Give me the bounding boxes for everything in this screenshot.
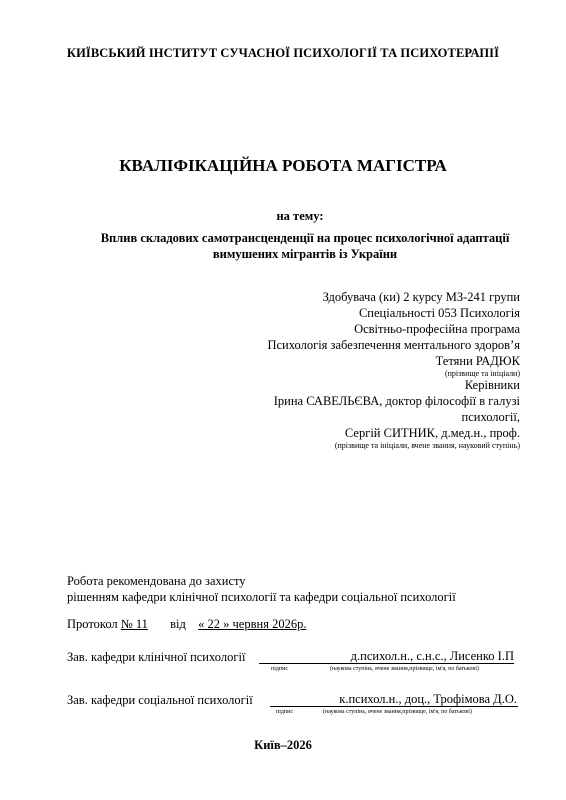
protocol-line [67, 617, 306, 632]
head-clinical-label: Зав. кафедри клінічної психології [67, 650, 246, 664]
topic-line-2: вимушених мігрантів із України [212, 247, 398, 261]
topic-line-1: Вплив складових самотрансценденції на процес психологічної адаптації [100, 231, 510, 245]
topic-label: на тему: [276, 209, 324, 223]
protocol-label: Протокол [67, 617, 118, 631]
author-specialty: Спеціальності 053 Психологія [358, 306, 520, 320]
city-year: Київ–2026 [254, 738, 312, 752]
head-clinical-value: д.психол.н., с.н.с., Лисенко І.П [350, 649, 514, 663]
topic-title [0, 230, 566, 262]
supervisor-1-line-1: Ірина САВЕЛЬЄВА, доктор філософії в галузі [273, 394, 520, 408]
head-clinical-sign-caption: підпис [271, 666, 289, 672]
head-clinical-name-caption: (наукова ступінь, вчене звання,прізвище, ім'я, по батькові) [330, 666, 479, 672]
head-social-name-caption: (наукова ступінь, вчене звання,прізвище, ім'я, по батькові) [323, 709, 472, 715]
author-program-label: Освітньо-професійна програма [354, 322, 520, 336]
recommendation-line-1: Робота рекомендована до захисту [67, 574, 246, 588]
recommendation-line-2: рішенням кафедри клінічної психології та кафедри соціальної психології [67, 590, 456, 604]
student-caption: (прізвище та ініціали) [444, 369, 520, 378]
document-title: КВАЛІФІКАЦІЙНА РОБОТА МАГІСТРА [119, 156, 447, 175]
head-social-label: Зав. кафедри соціальної психології [67, 693, 253, 707]
supervisor-1-line-2: психології, [461, 410, 520, 424]
head-social-sign-caption: підпис [276, 709, 294, 715]
student-name: Тетяни РАДЮК [435, 354, 520, 368]
head-social-value: к.психол.н., доц., Трофімова Д.О. [339, 692, 517, 706]
institute-name: КИЇВСЬКИЙ ІНСТИТУТ СУЧАСНОЇ ПСИХОЛОГІЇ ТА ПСИХОТЕРАПІЇ [66, 46, 500, 60]
supervisor-2: Сергій СИТНИК, д.мед.н., проф. [344, 426, 520, 440]
supervisors-caption: (прізвище та ініціали, вчене звання, науковий ступінь) [334, 441, 520, 450]
protocol-date: « 22 » червня 2026р. [198, 617, 307, 631]
protocol-from-label: від [170, 617, 186, 631]
supervisors-label: Керівники [464, 378, 520, 392]
author-course: Здобувача (ки) 2 курсу МЗ-241 групи [322, 290, 520, 304]
protocol-number: № 11 [120, 617, 148, 631]
author-program-name: Психологія забезпечення ментального здоров’я [267, 338, 520, 352]
